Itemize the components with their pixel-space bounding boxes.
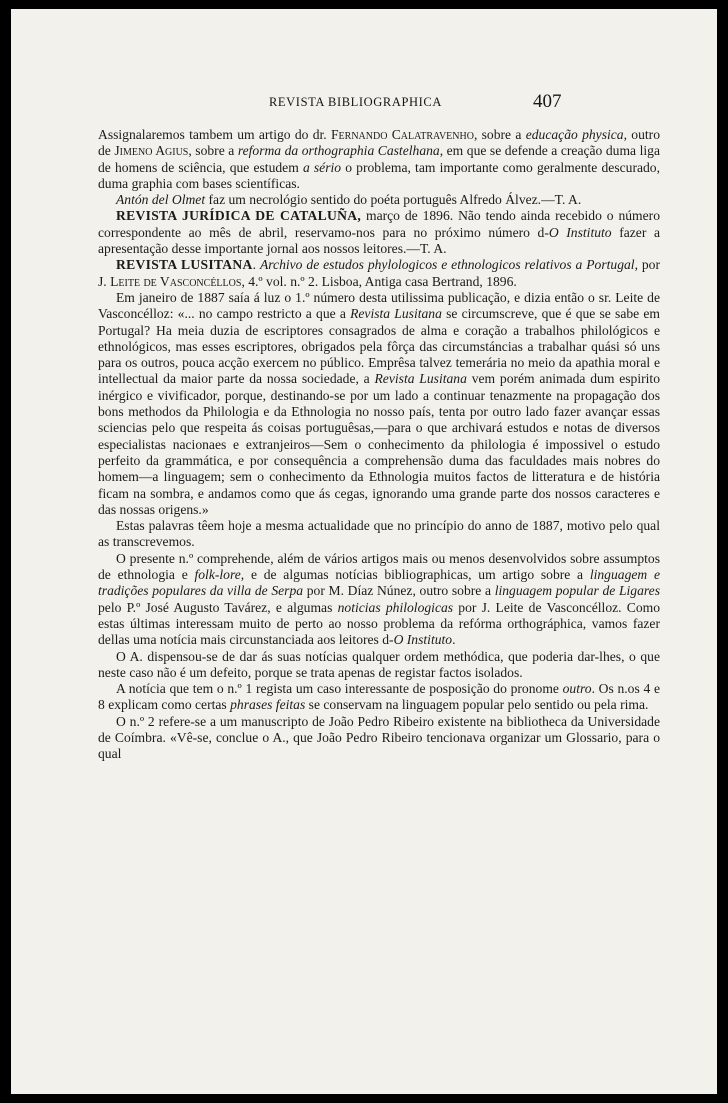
paragraph-lusitana-1: Em janeiro de 1887 saía á luz o 1.º número desta utilissima publicação, e dizia então o sr. Leite de Vasconcélloz: «... no campo restricto a que a Revista Lusitana se circumscreve, que é que se sabe em Portugal? Ha meia duzia de escriptores consagrados de alma e coração a trabalhos philológicos e ethnológicos, mas esses escriptores, obrigados pela fôrça das circumstáncias a trabalhar quási só uns para os outros, pouca acção exercem no público. Emprêsa talvez temerária no meio da apathia moral e intellectual da maior parte da nossa sociedade, a Revista Lusitana vem porém animada dum espirito inérgico e vivificador, porque, destinando-se por um lado a continuar tenazmente na propagação dos bons methodos da Philologia e da Ethnologia no nosso país, tenta por outro lado fazer avançar essas sciencias pelo que respeita ás coisas portuguêsas,—para o que archivará estudos e notas de diversos especialistas nacionaes e extranjeiros—Sem o conhecimento da philologia é impossivel o estudo perfeito da grammática, e por consequência a comprehensão duma das faculdades mais nobres do homem—a linguagem; sem o conhecimento da Ethnologia muitos factos de litteratura e de história ficam na sombra, e andamos como que ás cegas, ignorando uma grande parte dos nossos caracteres e das nossas origens.» <box>98 289 660 517</box>
author-name: Fernando Calatravenho <box>331 127 474 142</box>
paragraph-intro-2: Antón del Olmet faz um necrológio sentido do poéta português Alfredo Álvez.—T. A. <box>116 192 582 208</box>
journal-subtitle: Archivo de estudos phylologicos e ethnologicos relativos a Portugal <box>259 257 635 273</box>
paragraph-lusitana-5: A notícia que tem o n.º 1 regista um caso interessante de posposição do pronome outro. Os n.os 4 e 8 explicam como certas phrases feitas se conservam na linguagem popular pelo sentido ou pela rima. <box>98 681 660 713</box>
article-title: reforma da orthographia Castelhana <box>237 143 440 159</box>
paragraph-lusitana-2: Estas palavras têem hoje a mesma actualidade que no princípio do anno de 1887, motivo pelo qual as transcrevemos. <box>98 518 660 550</box>
body-text <box>98 127 660 763</box>
author-name: Jimeno Agius <box>114 143 189 159</box>
paragraph-lusitana-6: O n.º 2 refere-se a um manuscripto de João Pedro Ribeiro existente na bibliotheca da Universidade de Coímbra. «Vê-se, conclue o A., que João Pedro Ribeiro tencionava organizar um Glossario, para o qual <box>98 713 660 762</box>
running-head <box>11 91 717 115</box>
section-heading: REVISTA JURÍDICA DE CATALUÑA, <box>116 208 362 224</box>
author-name: Leite de Vasconcéllos <box>110 273 242 289</box>
section-heading: REVISTA LUSITANA <box>116 257 253 273</box>
paragraph-lusitana-3: O presente n.º comprehende, além de vários artigos mais ou menos desenvolvidos sobre assumptos de ethnologia e folk-lore, e de algumas notícias bibliographicas, um artigo sobre a linguagem e tradições populares da villa de Serpa por M. Díaz Núnez, outro sobre a linguagem popular de Ligares pelo P.º José Augusto Tavárez, e algumas noticias philologicas por J. Leite de Vasconcélloz. Como estas últimas interessam muito de perto ao nosso problema da refórma orthográphica, vamos fazer dellas uma notícia mais circunstanciada aos leitores d-O Instituto. <box>98 550 661 648</box>
paragraph-lusitana-4: O A. dispensou-se de dar ás suas notícias qualquer ordem methódica, que poderia dar-lhes, o que neste caso não é um defeito, porque se trata apenas de registar factos isolados. <box>98 648 660 680</box>
page-number: 407 <box>533 91 562 112</box>
article-title: educação physica <box>525 127 624 142</box>
section-revista-juridica: REVISTA JURÍDICA DE CATALUÑA, março de 1896. Não tendo ainda recebido o número correspondente ao mês de abril, reservamo-nos para no próximo número d-O Instituto fazer a apresentação desse importante jornal aos nossos leitores.—T. A. <box>98 208 661 257</box>
page <box>11 9 717 1094</box>
section-revista-lusitana: REVISTA LUSITANA. Archivo de estudos phylologicos e ethnologicos relativos a Portugal, por J. Leite de Vasconcéllos, 4.º vol. n.º 2. Lisboa, Antiga casa Bertrand, 1896. <box>98 257 660 289</box>
paragraph-intro-1: Assignalaremos tambem um artigo do dr. Fernando Calatravenho, sobre a educação physica, outro de Jimeno Agius, sobre a reforma da orthographia Castelhana, em que se defende a creação duma liga de homens de sciência, que estudem a sério o problema, tam importante como geralmente descurado, duma graphia com bases scientíficas. <box>98 127 660 191</box>
running-title: REVISTA BIBLIOGRAPHICA <box>269 95 442 109</box>
author-name: Antón del Olmet <box>116 192 206 208</box>
